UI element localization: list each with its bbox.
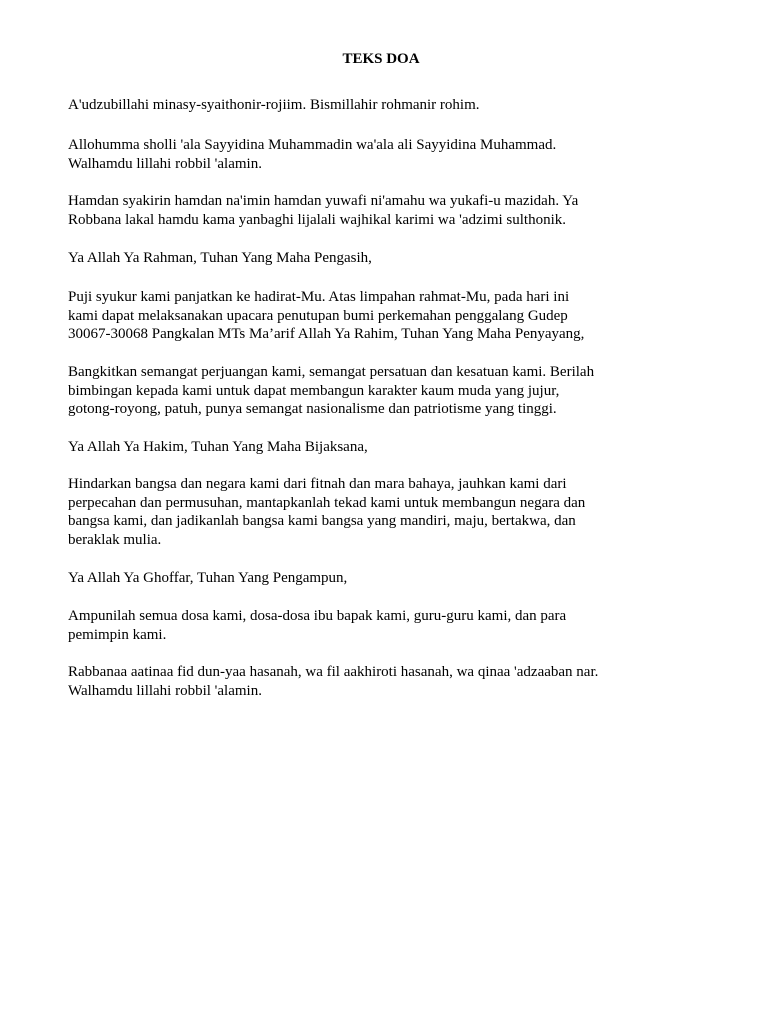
paragraph-line: Puji syukur kami panjatkan ke hadirat-Mu. Atas limpahan rahmat-Mu, pada hari ini [68,289,570,305]
paragraph-hamdan [68,192,708,229]
paragraph-rabbanaa [68,663,708,700]
paragraph-line: Allohumma sholli 'ala Sayyidina Muhammadin wa'ala ali Sayyidina Muhammad. [68,137,557,153]
paragraph-line: Walhamdu lillahi robbil 'alamin. [68,682,262,699]
paragraph-line: bimbingan kepada kami untuk dapat membangun karakter kaum muda yang jujur, [68,382,560,399]
paragraph-line: Ya Allah Ya Hakim, Tuhan Yang Maha Bijaksana, [68,439,368,455]
paragraph-line: perpecahan dan permusuhan, mantapkanlah tekad kami untuk membangun negara dan [68,494,586,511]
paragraph-line: Ya Allah Ya Ghoffar, Tuhan Yang Pengampun, [68,570,348,586]
paragraph-bangkitkan [68,363,708,419]
paragraph-taawudz [68,96,708,115]
paragraph-sholawat [68,136,708,173]
paragraph-line: 30067-30068 Pangkalan MTs Ma’arif Allah Ya Rahim, Tuhan Yang Maha Penyayang, [68,326,585,343]
paragraph-line: kami dapat melaksanakan upacara penutupan bumi perkemahan penggalang Gudep [68,307,568,324]
paragraph-line: A'udzubillahi minasy-syaithonir-rojiim. Bismillahir rohmanir rohim. [68,97,480,113]
paragraph-line: Rabbanaa aatinaa fid dun-yaa hasanah, wa fil aakhiroti hasanah, wa qinaa 'adzaaban nar. [68,664,599,680]
paragraph-line: Ampunilah semua dosa kami, dosa-dosa ibu bapak kami, guru-guru kami, dan para [68,608,567,624]
paragraph-ya-rahman [68,249,708,268]
paragraph-line: bangsa kami, dan jadikanlah bangsa kami bangsa yang mandiri, maju, bertakwa, dan [68,513,576,530]
paragraph-line: pemimpin kami. [68,626,167,643]
paragraph-puji-syukur [68,288,708,344]
paragraph-ya-hakim [68,438,708,457]
paragraph-hindarkan [68,475,708,549]
paragraph-ya-ghoffar [68,569,708,588]
paragraph-line: gotong-royong, patuh, punya semangat nasionalisme dan patriotisme yang tinggi. [68,401,557,418]
paragraph-line: Walhamdu lillahi robbil 'alamin. [68,155,262,172]
paragraph-ampunilah [68,607,708,644]
paragraph-line: Hindarkan bangsa dan negara kami dari fitnah dan mara bahaya, jauhkan kami dari [68,476,567,492]
paragraph-line: beraklak mulia. [68,531,162,548]
paragraph-line: Hamdan syakirin hamdan na'imin hamdan yuwafi ni'amahu wa yukafi-u mazidah. Ya [68,193,579,209]
paragraph-line: Bangkitkan semangat perjuangan kami, semangat persatuan dan kesatuan kami. Berilah [68,364,595,380]
paragraph-line: Robbana lakal hamdu kama yanbaghi lijalali wajhikal karimi wa 'adzimi sulthonik. [68,211,566,228]
paragraph-line: Ya Allah Ya Rahman, Tuhan Yang Maha Pengasih, [68,250,372,266]
document-title: TEKS DOA [342,51,420,67]
